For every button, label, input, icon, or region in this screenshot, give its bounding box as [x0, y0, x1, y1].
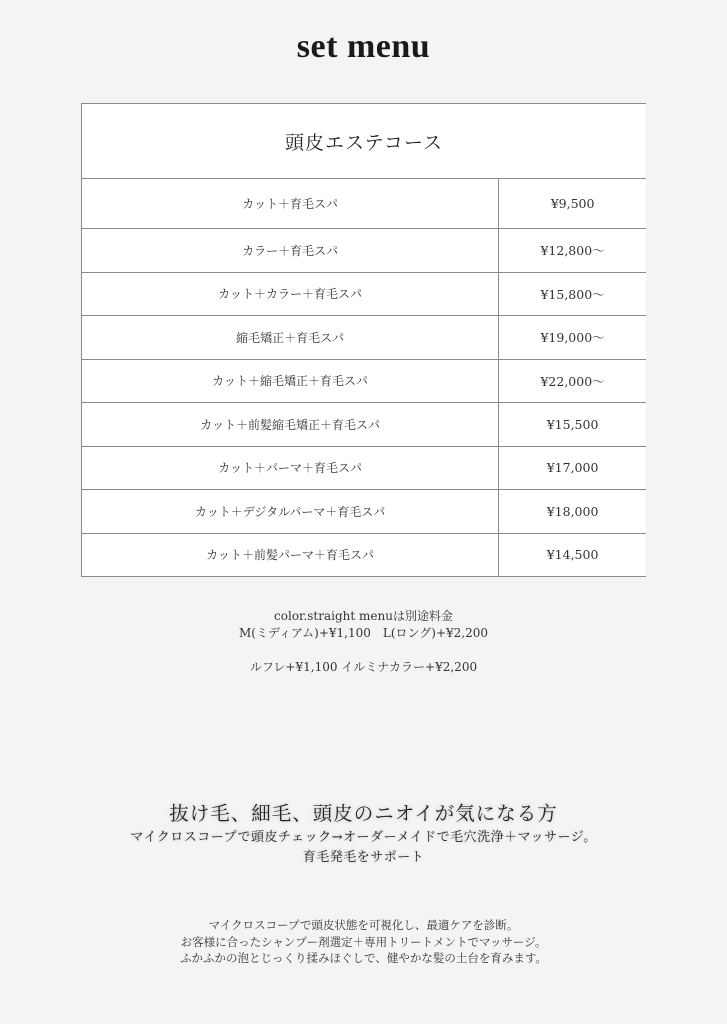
table-row	[82, 179, 647, 229]
menu-item-price: ¥12,800〜	[499, 229, 646, 273]
menu-item-name: カット＋デジタルパーマ＋育毛スパ	[82, 490, 499, 534]
description	[0, 917, 727, 967]
menu-item-name: カラー＋育毛スパ	[82, 229, 499, 273]
pricing-notes	[0, 608, 727, 676]
table-row	[82, 229, 647, 273]
description-line: ふかふかの泡とじっくり揉みほぐしで、健やかな髪の土台を育みます。	[180, 951, 547, 965]
note-options: ルフレ+¥1,100 イルミナカラー+¥2,200	[249, 660, 478, 674]
menu-item-name: カット＋前髪縮毛矯正＋育毛スパ	[82, 403, 499, 447]
menu-item-price: ¥14,500	[499, 533, 646, 577]
menu-item-price: ¥22,000〜	[499, 359, 646, 403]
table-row	[82, 533, 647, 577]
menu-item-price: ¥15,800〜	[499, 272, 646, 316]
table-row	[82, 446, 647, 490]
menu-item-price: ¥17,000	[499, 446, 646, 490]
table-row	[82, 403, 647, 447]
promo-section	[0, 800, 727, 868]
menu-item-name: カット＋育毛スパ	[82, 179, 499, 229]
table-row	[82, 316, 647, 360]
menu-item-price: ¥19,000〜	[499, 316, 646, 360]
table-row	[82, 359, 647, 403]
menu-item-name: カット＋カラー＋育毛スパ	[82, 272, 499, 316]
description-line: マイクロスコープで頭皮状態を可視化し、最適ケアを診断。	[208, 918, 519, 932]
menu-item-price: ¥9,500	[499, 179, 646, 229]
note-color-straight: color.straight menuは別途料金	[274, 609, 453, 623]
course-name: 頭皮エステコース	[82, 104, 647, 179]
page-title: set menu	[296, 28, 431, 65]
description-line: お客様に合ったシャンプー剤選定＋専用トリートメントでマッサージ。	[180, 934, 547, 949]
menu-item-name: カット＋縮毛矯正＋育毛スパ	[82, 359, 499, 403]
menu-item-price: ¥18,000	[499, 490, 646, 534]
table-row	[82, 490, 647, 534]
menu-item-name: カット＋パーマ＋育毛スパ	[82, 446, 499, 490]
table-row	[82, 272, 647, 316]
promo-heading: 抜け毛、細毛、頭皮のニオイが気になる方	[169, 802, 558, 825]
note-length-surcharge: M(ミディアム)+¥1,100 L(ロング)+¥2,200	[238, 626, 489, 640]
menu-item-price: ¥15,500	[499, 403, 646, 447]
promo-line: マイクロスコープで頭皮チェック→オーダーメイドで毛穴洗浄＋マッサージ。	[130, 830, 597, 845]
note-spacer	[0, 642, 727, 659]
menu-item-name: 縮毛矯正＋育毛スパ	[82, 316, 499, 360]
promo-line: 育毛発毛をサポート	[302, 850, 425, 865]
course-menu-table	[81, 103, 646, 577]
menu-item-name: カット＋前髪パーマ＋育毛スパ	[82, 533, 499, 577]
